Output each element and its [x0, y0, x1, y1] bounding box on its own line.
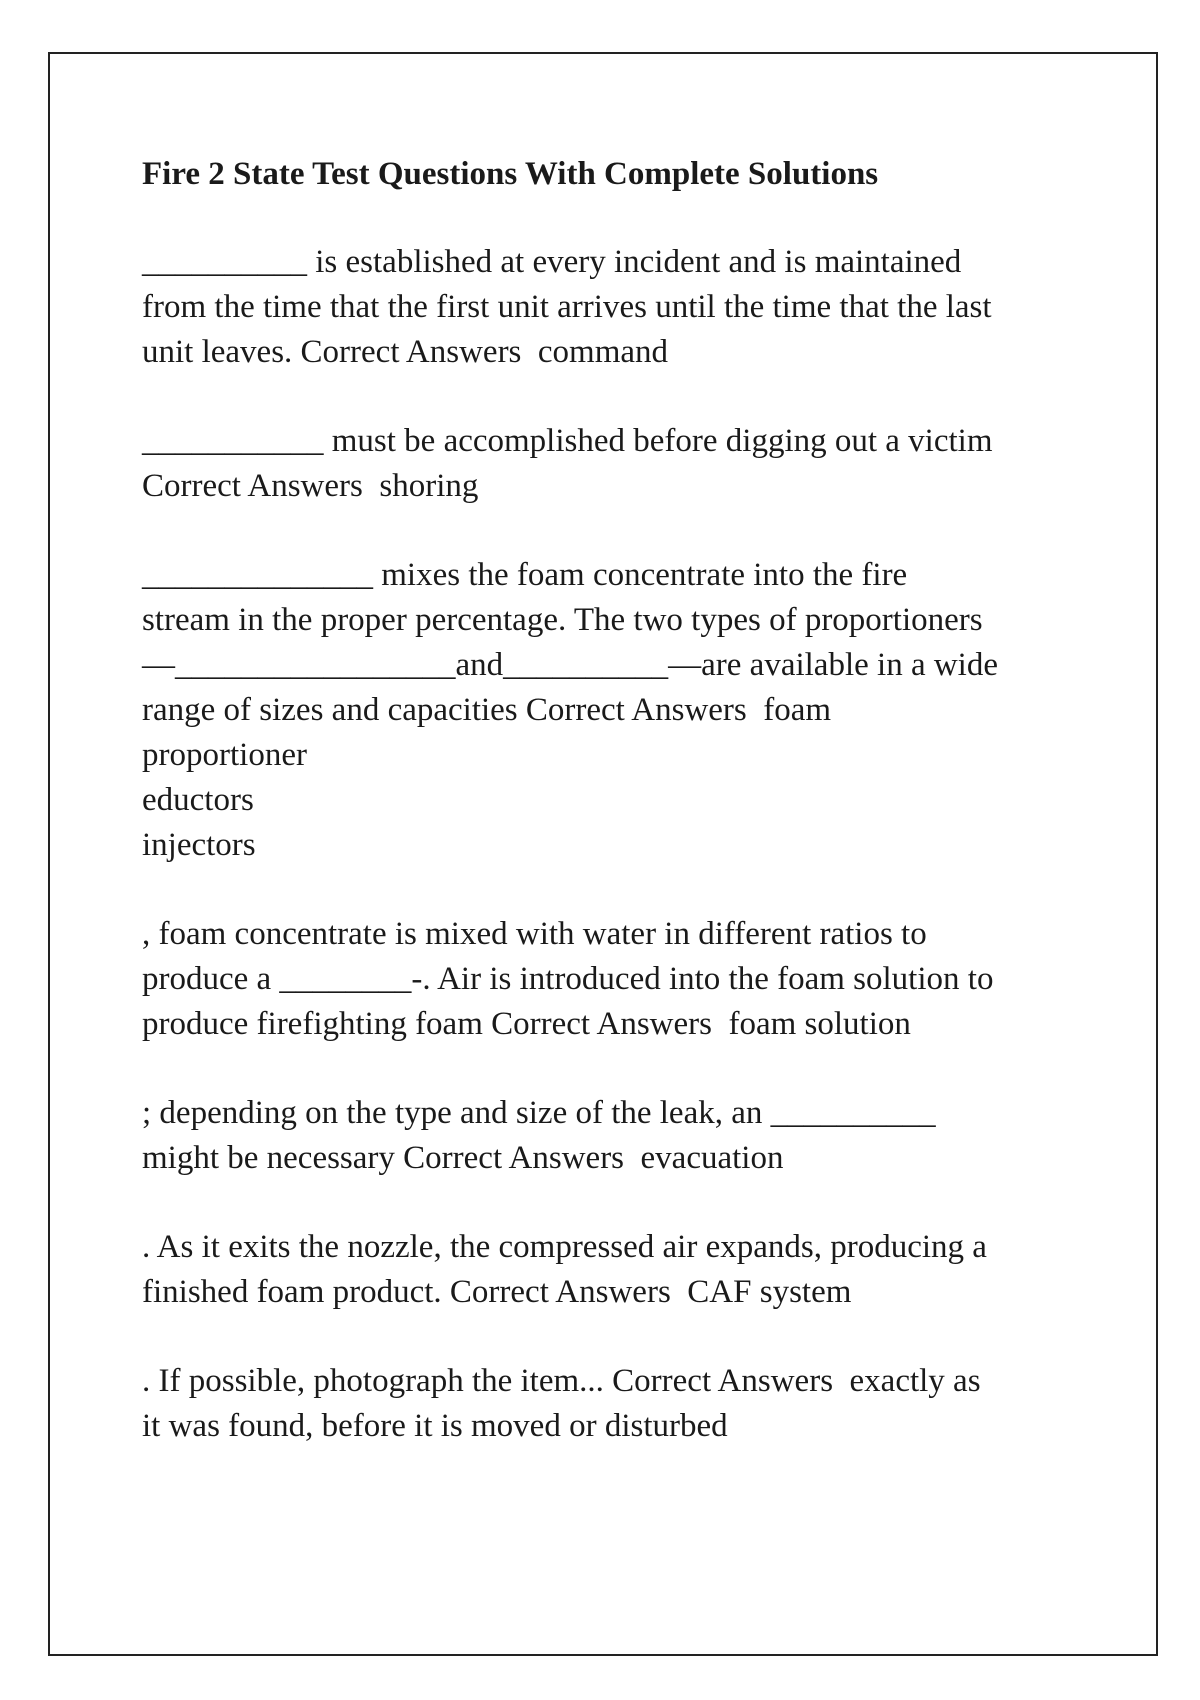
document-title: Fire 2 State Test Questions With Complete Solutions: [142, 156, 879, 192]
qa-text-line: range of sizes and capacities Correct Answers foam: [142, 692, 832, 728]
qa-text-line: ; depending on the type and size of the leak, an __________: [142, 1095, 936, 1131]
qa-text-line: eductors: [142, 782, 254, 818]
qa-item: [142, 419, 1082, 509]
document-body: [142, 152, 1082, 1493]
qa-text-line: from the time that the first unit arrives until the time that the last: [142, 289, 992, 325]
qa-text-line: Correct Answers shoring: [142, 468, 479, 504]
qa-text-line: ______________ mixes the foam concentrate into the fire: [142, 557, 908, 593]
qa-text-line: proportioner: [142, 737, 307, 773]
qa-text-line: , foam concentrate is mixed with water in different ratios to: [142, 916, 927, 952]
qa-text-line: it was found, before it is moved or disturbed: [142, 1408, 728, 1444]
qa-text-line: . As it exits the nozzle, the compressed air expands, producing a: [142, 1229, 987, 1265]
qa-text-line: unit leaves. Correct Answers command: [142, 334, 669, 370]
qa-text-line: produce firefighting foam Correct Answers foam solution: [142, 1006, 911, 1042]
qa-item: [142, 553, 1082, 868]
qa-text-line: injectors: [142, 827, 256, 863]
qa-item: [142, 240, 1082, 375]
qa-item: [142, 1359, 1082, 1449]
qa-text-line: stream in the proper percentage. The two types of proportioners: [142, 602, 983, 638]
qa-text-line: might be necessary Correct Answers evacuation: [142, 1140, 784, 1176]
qa-text-line: . If possible, photograph the item... Correct Answers exactly as: [142, 1363, 981, 1399]
qa-text-line: ___________ must be accomplished before digging out a victim: [142, 423, 993, 459]
qa-item: [142, 1091, 1082, 1181]
qa-text-line: __________ is established at every incident and is maintained: [142, 244, 962, 280]
qa-item: [142, 1225, 1082, 1315]
qa-text-line: produce a ________-. Air is introduced into the foam solution to: [142, 961, 994, 997]
qa-text-line: finished foam product. Correct Answers CAF system: [142, 1274, 852, 1310]
qa-item: [142, 912, 1082, 1047]
qa-text-line: —_________________and__________—are available in a wide: [142, 647, 998, 683]
